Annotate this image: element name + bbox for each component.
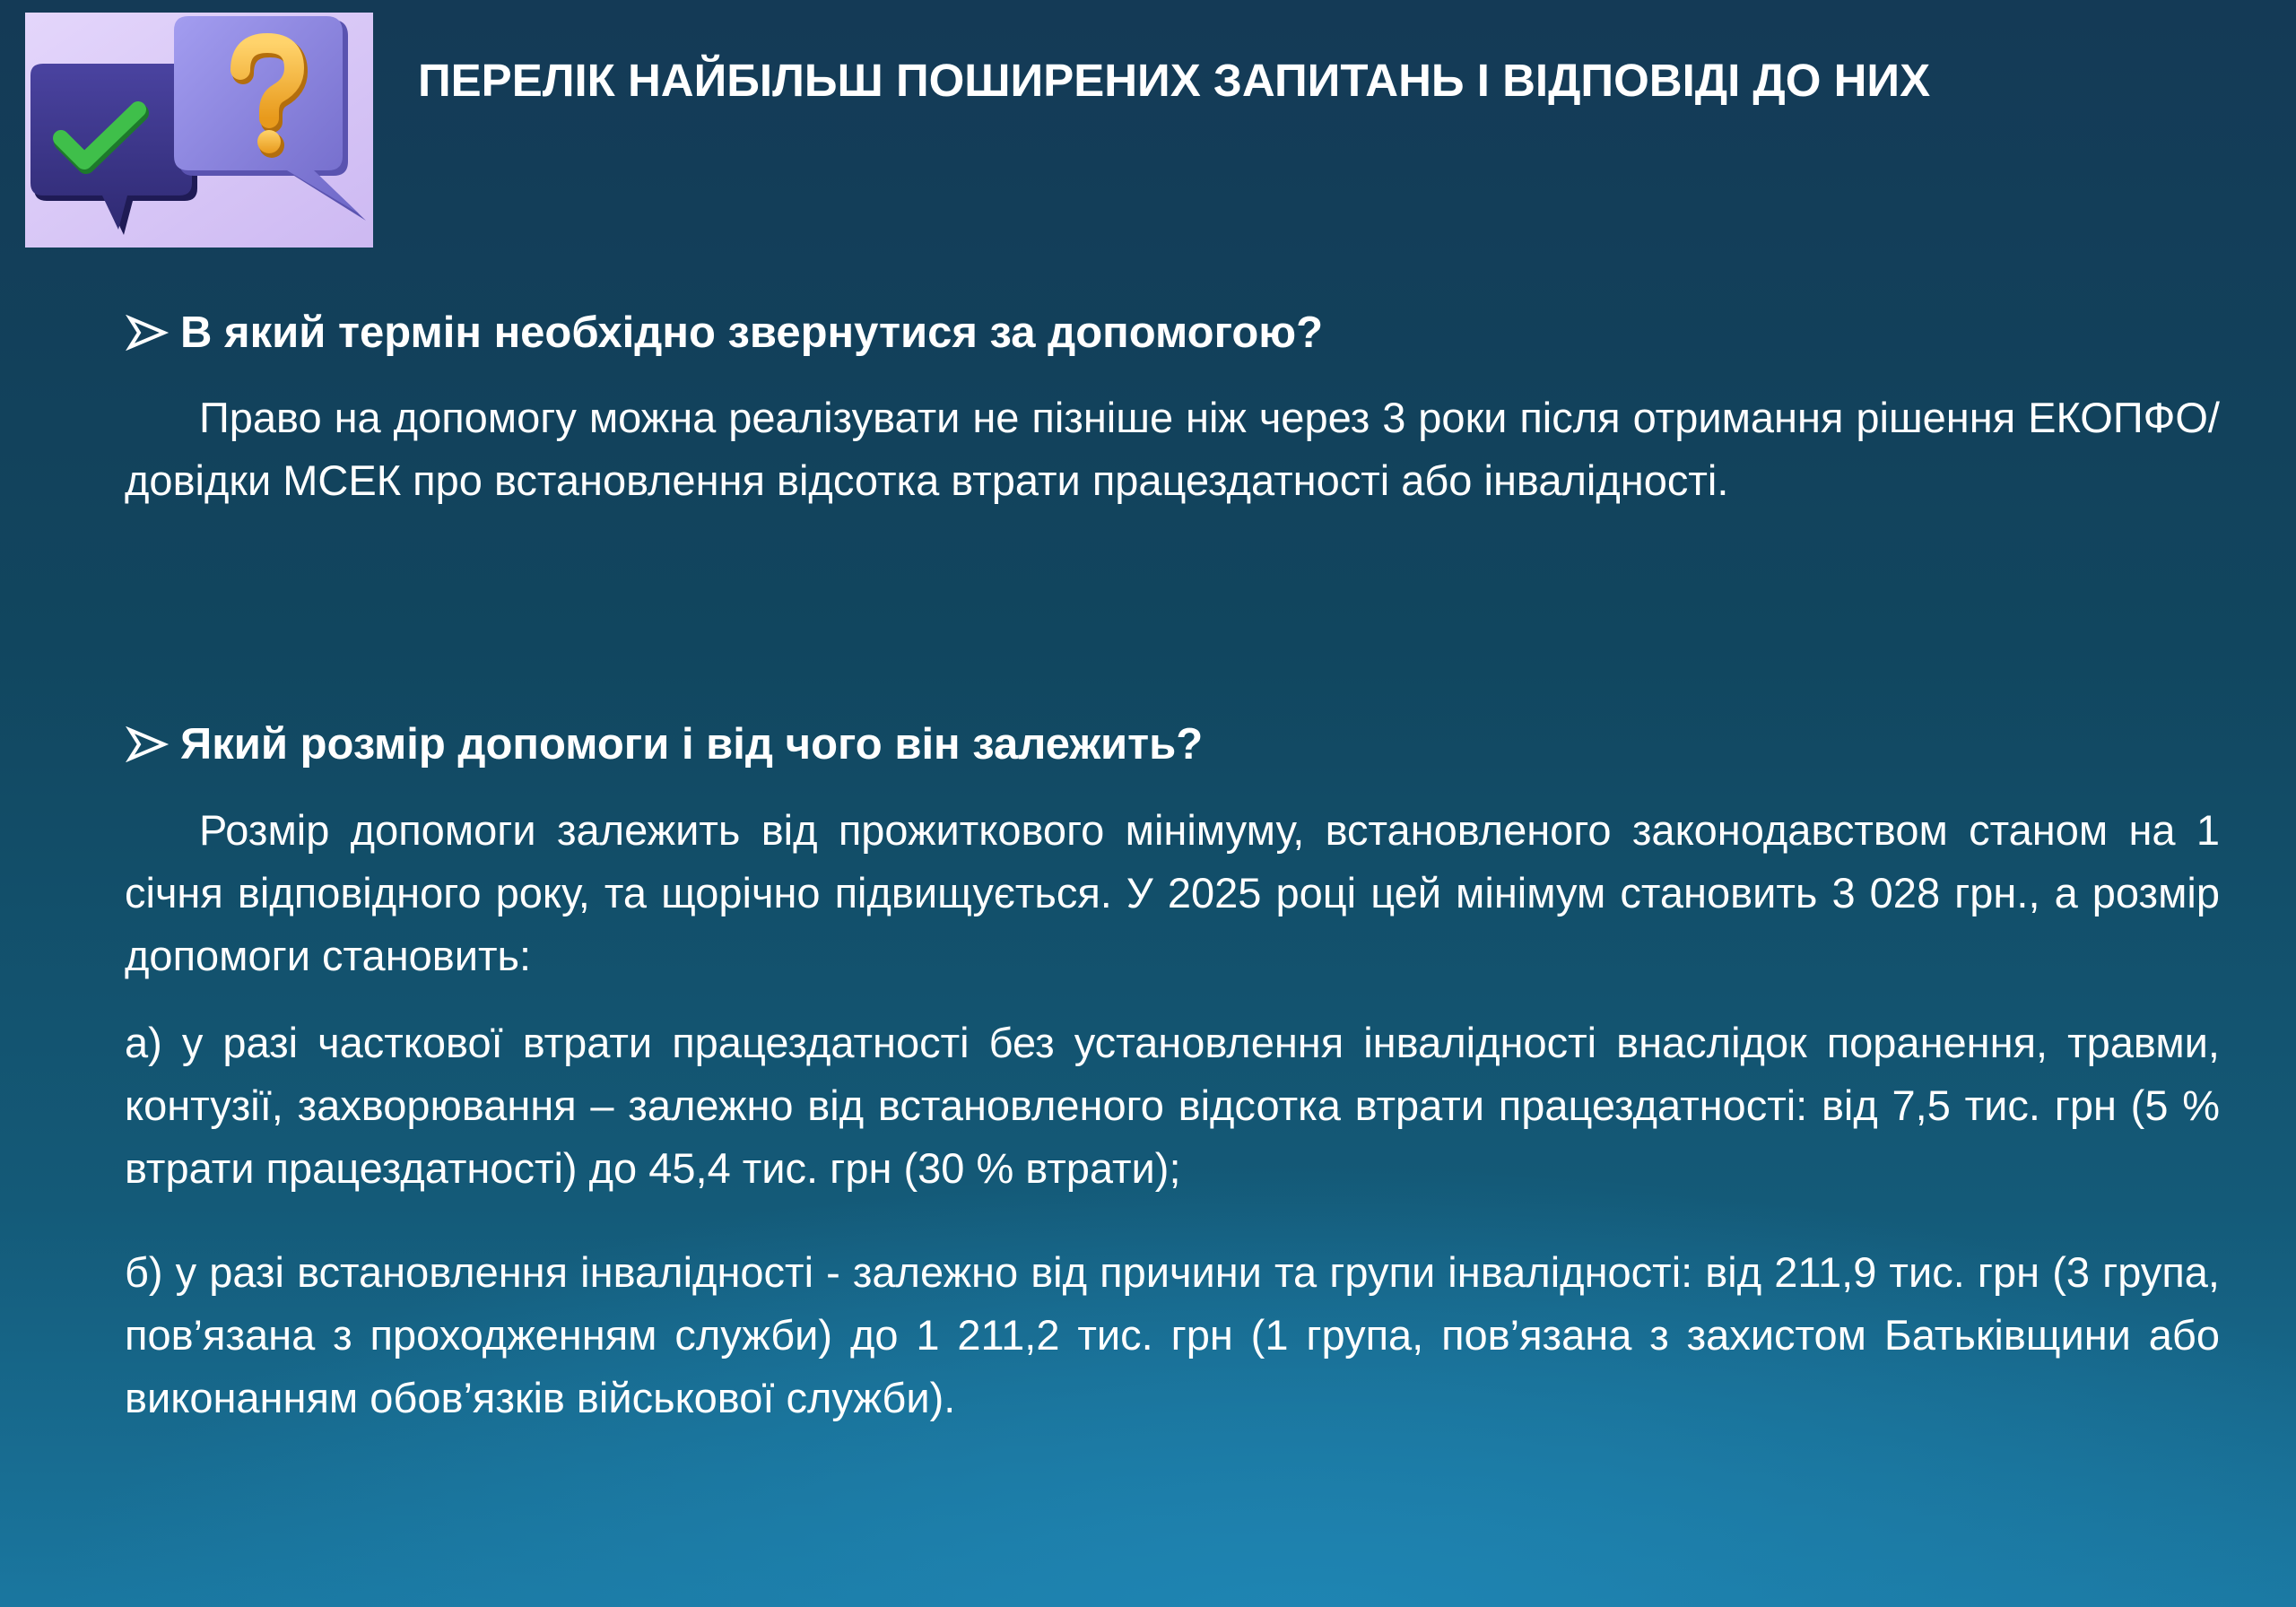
question-heading [125, 301, 2220, 364]
faq-section-amount [125, 713, 2220, 1429]
faq-illustration [25, 13, 373, 248]
faq-section-term [125, 301, 2220, 512]
answer-paragraph: Право на допомогу можна реалізувати не пізніше ніж через 3 роки після отримання рішення ЕКОПФО/довідки МСЕК про встановлення відсотка втрати працездатності або інвалідності. [125, 394, 2220, 504]
question-heading [125, 713, 2220, 776]
answer-item-b: б) у разі встановлення інвалідності - залежно від причини та групи інвалідності: від 211,9 тис. грн (3 група, пов’язана з проходженням служби) до 1 211,2 тис. грн (1 група, пов’язана з захистом Батьківщини або виконанням обов’язків військової служби). [125, 1248, 2220, 1421]
answer-item-a: а) у разі часткової втрати працездатності без установлення інвалідності внаслідок поранення, травми, контузії, захворювання – залежно від встановленого відсотка втрати працездатності: від 7,5 тис. грн (5 % втрати працездатності) до 45,4 тис. грн (30 % втрати); [125, 1019, 2220, 1192]
answer-paragraph: Розмір допомоги залежить від прожиткового мінімуму, встановленого законодавством станом на 1 січня відповідного року, та щорічно підвищується. У 2025 році цей мінімум становить 3 028 грн., а розмір допомоги становить: [125, 806, 2220, 979]
arrow-bullet-icon [125, 726, 171, 762]
question-text: Який розмір допомоги і від чого він залежить? [180, 720, 1204, 769]
question-text: В який термін необхідно звернутися за допомогою? [180, 308, 1324, 357]
faq-speech-bubbles-icon [25, 13, 373, 248]
page-title: ПЕРЕЛІК НАЙБІЛЬШ ПОШИРЕНИХ ЗАПИТАНЬ І ВІДПОВІДІ ДО НИХ [418, 55, 1931, 106]
arrow-bullet-icon [125, 315, 171, 351]
